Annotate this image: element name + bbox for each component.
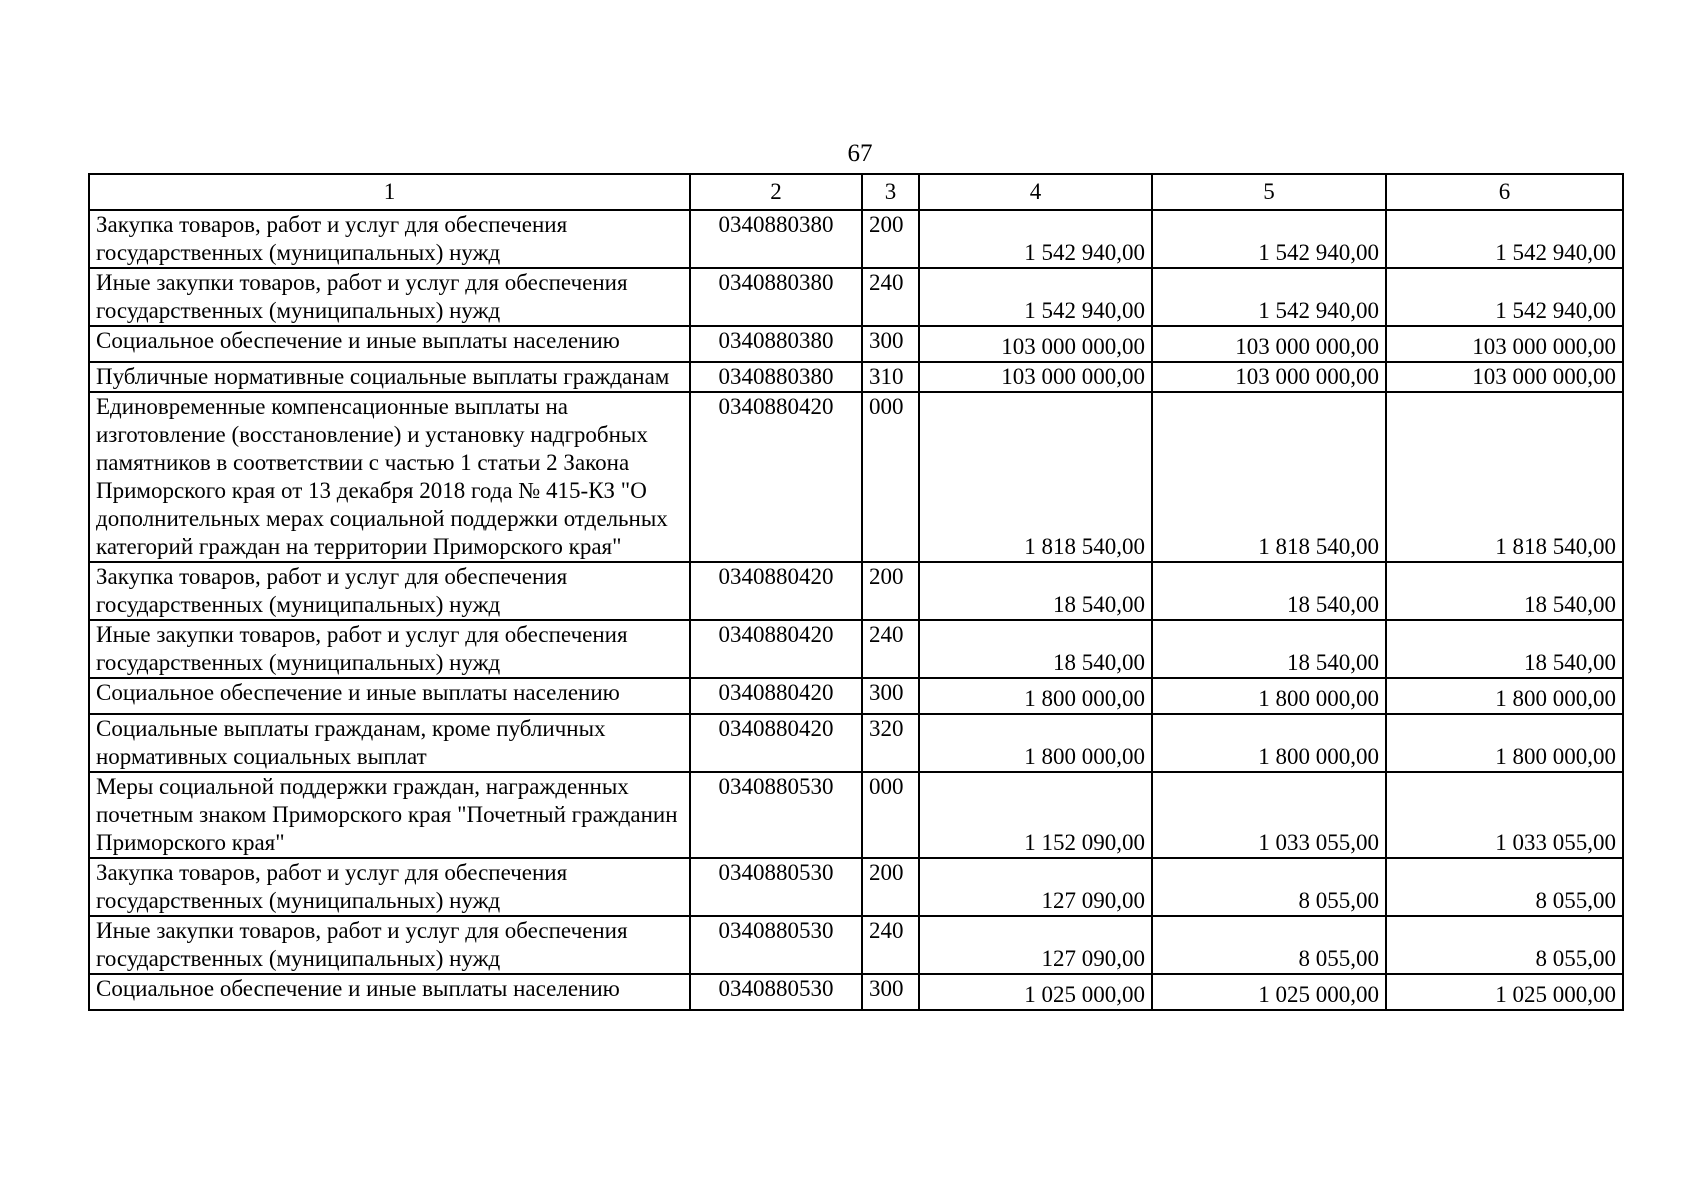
row-name-cell: Социальное обеспечение и иные выплаты населению — [89, 326, 690, 362]
row-amount-year2-cell: 1 542 940,00 — [1152, 210, 1386, 268]
row-amount-year3-cell: 103 000 000,00 — [1386, 362, 1623, 392]
row-amount-year3-cell: 8 055,00 — [1386, 858, 1623, 916]
row-amount-year2-cell: 8 055,00 — [1152, 916, 1386, 974]
row-name-cell: Закупка товаров, работ и услуг для обеспечения государственных (муниципальных) нужд — [89, 562, 690, 620]
row-name-cell: Закупка товаров, работ и услуг для обеспечения государственных (муниципальных) нужд — [89, 210, 690, 268]
row-type-cell: 240 — [862, 916, 919, 974]
row-amount-year2-cell: 1 033 055,00 — [1152, 772, 1386, 858]
row-code-cell: 0340880530 — [690, 858, 862, 916]
table-row — [89, 268, 1623, 326]
row-type-cell: 310 — [862, 362, 919, 392]
table-row — [89, 974, 1623, 1010]
row-amount-year3-cell: 1 818 540,00 — [1386, 392, 1623, 562]
table-row — [89, 326, 1623, 362]
row-code-cell: 0340880530 — [690, 772, 862, 858]
table-row — [89, 858, 1623, 916]
table-row — [89, 562, 1623, 620]
row-amount-year1-cell: 1 800 000,00 — [919, 678, 1152, 714]
row-amount-year3-cell: 103 000 000,00 — [1386, 326, 1623, 362]
row-name-cell: Иные закупки товаров, работ и услуг для обеспечения государственных (муниципальных) нужд — [89, 916, 690, 974]
row-amount-year1-cell: 127 090,00 — [919, 916, 1152, 974]
row-amount-year3-cell: 1 033 055,00 — [1386, 772, 1623, 858]
row-amount-year1-cell: 1 542 940,00 — [919, 268, 1152, 326]
table-body — [89, 174, 1623, 1010]
row-type-cell: 300 — [862, 678, 919, 714]
header-cell: 5 — [1152, 174, 1386, 210]
row-type-cell: 320 — [862, 714, 919, 772]
table-row — [89, 392, 1623, 562]
row-name-cell: Социальные выплаты гражданам, кроме публичных нормативных социальных выплат — [89, 714, 690, 772]
row-code-cell: 0340880420 — [690, 620, 862, 678]
row-code-cell: 0340880420 — [690, 562, 862, 620]
row-amount-year2-cell: 1 800 000,00 — [1152, 714, 1386, 772]
row-name-cell: Социальное обеспечение и иные выплаты населению — [89, 974, 690, 1010]
row-name-cell: Единовременные компенсационные выплаты на изготовление (восстановление) и установку надгробных памятников в соответствии с частью 1 статьи 2 Закона Приморского края от 13 декабря 2018 года № 415-КЗ "О дополнительных мерах социальной поддержки отдельных категорий граждан на территории Приморского края" — [89, 392, 690, 562]
row-amount-year1-cell: 127 090,00 — [919, 858, 1152, 916]
row-amount-year2-cell: 18 540,00 — [1152, 562, 1386, 620]
row-code-cell: 0340880380 — [690, 210, 862, 268]
header-cell: 2 — [690, 174, 862, 210]
row-type-cell: 200 — [862, 858, 919, 916]
row-name-cell: Меры социальной поддержки граждан, награжденных почетным знаком Приморского края "Почетный гражданин Приморского края" — [89, 772, 690, 858]
row-code-cell: 0340880380 — [690, 268, 862, 326]
row-amount-year2-cell: 1 800 000,00 — [1152, 678, 1386, 714]
row-amount-year1-cell: 1 818 540,00 — [919, 392, 1152, 562]
budget-table — [88, 173, 1624, 1011]
row-type-cell: 300 — [862, 326, 919, 362]
row-amount-year3-cell: 1 800 000,00 — [1386, 678, 1623, 714]
table-row — [89, 714, 1623, 772]
row-amount-year3-cell: 8 055,00 — [1386, 916, 1623, 974]
row-name-cell: Иные закупки товаров, работ и услуг для обеспечения государственных (муниципальных) нужд — [89, 620, 690, 678]
row-type-cell: 240 — [862, 620, 919, 678]
row-amount-year1-cell: 103 000 000,00 — [919, 326, 1152, 362]
table-row — [89, 916, 1623, 974]
row-type-cell: 300 — [862, 974, 919, 1010]
row-code-cell: 0340880420 — [690, 714, 862, 772]
header-cell: 4 — [919, 174, 1152, 210]
row-amount-year2-cell: 1 025 000,00 — [1152, 974, 1386, 1010]
row-name-cell: Социальное обеспечение и иные выплаты населению — [89, 678, 690, 714]
row-name-cell: Иные закупки товаров, работ и услуг для обеспечения государственных (муниципальных) нужд — [89, 268, 690, 326]
row-code-cell: 0340880420 — [690, 392, 862, 562]
row-amount-year2-cell: 103 000 000,00 — [1152, 362, 1386, 392]
row-amount-year1-cell: 1 025 000,00 — [919, 974, 1152, 1010]
header-cell: 3 — [862, 174, 919, 210]
row-code-cell: 0340880530 — [690, 916, 862, 974]
row-amount-year2-cell: 18 540,00 — [1152, 620, 1386, 678]
table-row — [89, 210, 1623, 268]
row-amount-year2-cell: 8 055,00 — [1152, 858, 1386, 916]
row-amount-year1-cell: 18 540,00 — [919, 620, 1152, 678]
row-amount-year2-cell: 1 542 940,00 — [1152, 268, 1386, 326]
row-type-cell: 000 — [862, 772, 919, 858]
row-amount-year3-cell: 18 540,00 — [1386, 620, 1623, 678]
row-amount-year2-cell: 103 000 000,00 — [1152, 326, 1386, 362]
row-amount-year3-cell: 1 542 940,00 — [1386, 268, 1623, 326]
row-amount-year1-cell: 1 800 000,00 — [919, 714, 1152, 772]
table-row — [89, 362, 1623, 392]
header-cell: 1 — [89, 174, 690, 210]
row-amount-year1-cell: 1 152 090,00 — [919, 772, 1152, 858]
table-row — [89, 772, 1623, 858]
row-type-cell: 000 — [862, 392, 919, 562]
row-type-cell: 200 — [862, 562, 919, 620]
table-header-row — [89, 174, 1623, 210]
row-code-cell: 0340880420 — [690, 678, 862, 714]
row-code-cell: 0340880380 — [690, 326, 862, 362]
table-row — [89, 678, 1623, 714]
row-amount-year1-cell: 18 540,00 — [919, 562, 1152, 620]
row-type-cell: 240 — [862, 268, 919, 326]
row-amount-year2-cell: 1 818 540,00 — [1152, 392, 1386, 562]
row-code-cell: 0340880380 — [690, 362, 862, 392]
row-amount-year3-cell: 1 542 940,00 — [1386, 210, 1623, 268]
row-type-cell: 200 — [862, 210, 919, 268]
header-cell: 6 — [1386, 174, 1623, 210]
row-amount-year1-cell: 1 542 940,00 — [919, 210, 1152, 268]
table-row — [89, 620, 1623, 678]
row-code-cell: 0340880530 — [690, 974, 862, 1010]
row-amount-year3-cell: 1 025 000,00 — [1386, 974, 1623, 1010]
row-name-cell: Закупка товаров, работ и услуг для обеспечения государственных (муниципальных) нужд — [89, 858, 690, 916]
row-amount-year1-cell: 103 000 000,00 — [919, 362, 1152, 392]
row-amount-year3-cell: 1 800 000,00 — [1386, 714, 1623, 772]
row-amount-year3-cell: 18 540,00 — [1386, 562, 1623, 620]
row-name-cell: Публичные нормативные социальные выплаты гражданам — [89, 362, 690, 392]
page-number: 67 — [847, 140, 873, 167]
